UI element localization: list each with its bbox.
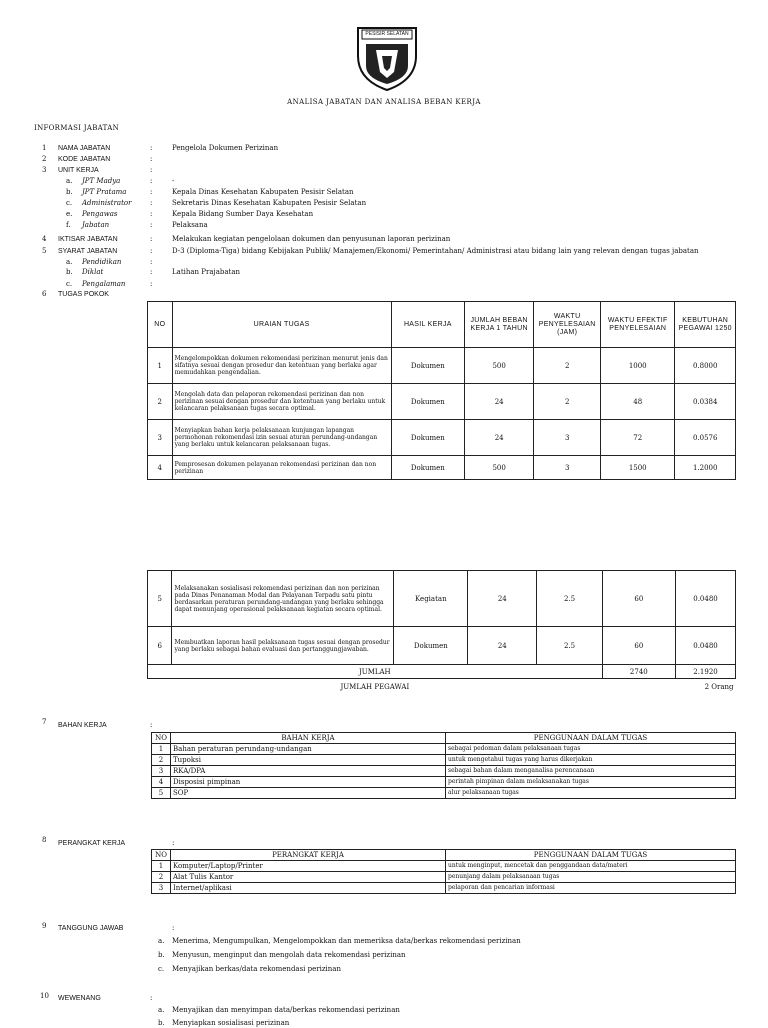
info-label: NAMA JABATAN bbox=[58, 145, 111, 152]
col-no: NO bbox=[148, 302, 173, 348]
info-label: TUGAS POKOK bbox=[58, 291, 109, 298]
info-colon: : bbox=[150, 210, 153, 218]
perangkat-col-use: PENGGUNAAN DALAM TUGAS bbox=[446, 850, 736, 861]
row-use: pelaporan dan pencarian informasi bbox=[446, 883, 736, 894]
col-kebutuhan: KEBUTUHAN PEGAWAI 1250 bbox=[675, 302, 736, 348]
task-waktu: 2 bbox=[534, 348, 601, 384]
task-no: 4 bbox=[148, 456, 173, 480]
task-uraian: Mengelompokkan dokumen rekomendasi perizinan menurut jenis dan sifatnya sesuai dengan prosedur dan ketentuan yang berlaku agar memudahkan pengendalian. bbox=[172, 348, 391, 384]
row-use: alur pelaksanaan tugas bbox=[446, 788, 736, 799]
list-letter: b. bbox=[158, 951, 165, 959]
info-label: UNIT KERJA bbox=[58, 167, 99, 174]
row-item: Alat Tulis Kantor bbox=[171, 872, 446, 883]
task-jumlah: 24 bbox=[468, 571, 537, 627]
list-letter: c. bbox=[158, 965, 165, 973]
info-colon: : bbox=[150, 144, 153, 152]
bahan-col-use: PENGGUNAAN DALAM TUGAS bbox=[446, 733, 736, 744]
task-no: 1 bbox=[148, 348, 173, 384]
info-colon: : bbox=[150, 155, 153, 163]
bahan-kerja-num: 7 bbox=[42, 718, 47, 726]
task-hasil: Dokumen bbox=[394, 627, 468, 665]
row-no: 1 bbox=[152, 744, 171, 755]
task-kebutuhan: 0.0384 bbox=[675, 384, 736, 420]
tugas-pokok-table bbox=[147, 301, 736, 480]
info-num: c. bbox=[66, 199, 73, 207]
table-row bbox=[152, 777, 736, 788]
task-kebutuhan: 0.8000 bbox=[675, 348, 736, 384]
row-use: sebagai pedoman dalam pelaksanaan tugas bbox=[446, 744, 736, 755]
tugas-table-body bbox=[148, 348, 736, 480]
col-efektif: WAKTU EFEKTIF PENYELESAIAN bbox=[601, 302, 675, 348]
perangkat-kerja-label: PERANGKAT KERJA bbox=[58, 840, 126, 847]
perangkat-col-no: NO bbox=[152, 850, 171, 861]
info-num: b. bbox=[66, 188, 73, 196]
logo-banner-text: PESISIR SELATAN bbox=[365, 31, 409, 37]
info-value: - bbox=[172, 177, 175, 185]
info-colon: : bbox=[150, 177, 153, 185]
info-label: Administrator bbox=[82, 199, 132, 207]
list-item: Menerima, Mengumpulkan, Mengelompokkan dan memeriksa data/berkas rekomendasi perizinan bbox=[172, 937, 521, 945]
task-hasil: Dokumen bbox=[391, 384, 464, 420]
task-hasil: Dokumen bbox=[391, 348, 464, 384]
col-uraian: URAIAN TUGAS bbox=[172, 302, 391, 348]
row-no: 3 bbox=[152, 883, 171, 894]
row-no: 5 bbox=[152, 788, 171, 799]
task-jumlah: 500 bbox=[465, 456, 534, 480]
info-label: Diklat bbox=[82, 268, 104, 276]
col-jumlah: JUMLAH BEBAN KERJA 1 TAHUN bbox=[465, 302, 534, 348]
task-kebutuhan: 0.0480 bbox=[675, 571, 735, 627]
info-num: 6 bbox=[42, 290, 47, 298]
bahan-kerja-table bbox=[151, 732, 736, 799]
row-item: SOP bbox=[171, 788, 446, 799]
logo bbox=[352, 22, 422, 92]
info-value: Pengelola Dokumen Perizinan bbox=[172, 144, 279, 152]
row-item: Internet/aplikasi bbox=[171, 883, 446, 894]
list-letter: b. bbox=[158, 1019, 165, 1027]
info-label: Jabatan bbox=[82, 221, 110, 229]
task-kebutuhan: 0.0576 bbox=[675, 420, 736, 456]
table-row bbox=[152, 788, 736, 799]
task-jumlah: 500 bbox=[465, 348, 534, 384]
task-kebutuhan: 0.0480 bbox=[675, 627, 735, 665]
table-row bbox=[148, 627, 736, 665]
row-no: 3 bbox=[152, 766, 171, 777]
info-colon: : bbox=[150, 258, 153, 266]
info-value: Kepala Bidang Sumber Daya Kesehatan bbox=[172, 210, 314, 218]
info-label: JPT Madya bbox=[82, 177, 121, 185]
task-waktu: 2 bbox=[534, 384, 601, 420]
info-num: 4 bbox=[42, 235, 47, 243]
row-use: untuk mengetahui tugas yang harus dikerjakan bbox=[446, 755, 736, 766]
row-item: Disposisi pimpinan bbox=[171, 777, 446, 788]
info-value: Latihan Prajabatan bbox=[172, 268, 241, 276]
task-waktu: 2.5 bbox=[537, 571, 602, 627]
info-colon: : bbox=[150, 280, 153, 288]
task-uraian: Menyiapkan bahan kerja pelaksanaan kunjungan lapangan permohonan rekomendasi izin sesuai aturan perundang-undangan yang berlaku untuk kelancaran pelaksanaan tugas. bbox=[172, 420, 391, 456]
task-efektif: 60 bbox=[602, 571, 675, 627]
row-no: 1 bbox=[152, 861, 171, 872]
table-row bbox=[152, 883, 736, 894]
table-row bbox=[148, 420, 736, 456]
jumlah-pegawai-label: JUMLAH PEGAWAI bbox=[340, 682, 410, 691]
section-heading: INFORMASI JABATAN bbox=[34, 124, 120, 132]
table-row bbox=[152, 861, 736, 872]
info-value: D-3 (Diploma-Tiga) bidang Kebijakan Publik/ Manajemen/Ekonomi/ Pemerintahan/ Administrasi atau bidang lain yang relevan dengan tugas jabatan bbox=[172, 247, 699, 255]
task-kebutuhan: 1.2000 bbox=[675, 456, 736, 480]
list-letter: a. bbox=[158, 1006, 165, 1014]
wewenang-colon: : bbox=[150, 994, 153, 1002]
task-no: 6 bbox=[148, 627, 172, 665]
task-hasil: Dokumen bbox=[391, 420, 464, 456]
table-row bbox=[152, 872, 736, 883]
row-no: 2 bbox=[152, 872, 171, 883]
task-efektif: 72 bbox=[601, 420, 675, 456]
jumlah-pegawai-value: 2 Orang bbox=[704, 682, 734, 691]
task-no: 5 bbox=[148, 571, 172, 627]
task-no: 2 bbox=[148, 384, 173, 420]
info-num: 2 bbox=[42, 155, 47, 163]
info-colon: : bbox=[150, 247, 153, 255]
info-num: e. bbox=[66, 210, 73, 218]
task-uraian: Melaksanakan sosialisasi rekomendasi perizinan dan non perizinan pada Dinas Penanaman Modal dan Pelayanan Terpadu satu pintu berdasarkan peraturan perundang-undangan yang berlaku sehingga dapat menunjang operasional pelaksanaan kegiatan secara optimal. bbox=[172, 571, 394, 627]
task-efektif: 48 bbox=[601, 384, 675, 420]
document-title: ANALISA JABATAN DAN ANALISA BEBAN KERJA bbox=[287, 98, 481, 106]
info-value: Pelaksana bbox=[172, 221, 208, 229]
info-num: c. bbox=[66, 280, 73, 288]
bahan-kerja-body bbox=[152, 744, 736, 799]
perangkat-kerja-table bbox=[151, 849, 736, 894]
task-efektif: 1000 bbox=[601, 348, 675, 384]
info-label: Pengawas bbox=[82, 210, 118, 218]
tanggung-jawab-colon: : bbox=[172, 924, 175, 932]
info-colon: : bbox=[150, 166, 153, 174]
tugas-table-body-cont bbox=[148, 571, 736, 665]
info-value: Kepala Dinas Kesehatan Kabupaten Pesisir Selatan bbox=[172, 188, 354, 196]
info-colon: : bbox=[150, 188, 153, 196]
task-jumlah: 24 bbox=[468, 627, 537, 665]
task-waktu: 2.5 bbox=[537, 627, 602, 665]
info-value: Sekretaris Dinas Kesehatan Kabupaten Pesisir Selatan bbox=[172, 199, 367, 207]
task-waktu: 3 bbox=[534, 420, 601, 456]
row-use: sebagai bahan dalam menganalisa perencanaan bbox=[446, 766, 736, 777]
list-item: Menyajikan dan menyimpan data/berkas rekomendasi perizinan bbox=[172, 1006, 400, 1014]
table-row bbox=[148, 384, 736, 420]
bahan-col-item: BAHAN KERJA bbox=[171, 733, 446, 744]
info-label: SYARAT JABATAN bbox=[58, 248, 118, 255]
task-no: 3 bbox=[148, 420, 173, 456]
list-letter: a. bbox=[158, 937, 165, 945]
info-label: Pendidikan bbox=[82, 258, 122, 266]
table-row bbox=[148, 571, 736, 627]
row-item: Tupoksi bbox=[171, 755, 446, 766]
info-colon: : bbox=[150, 235, 153, 243]
table-row bbox=[152, 744, 736, 755]
info-num: 3 bbox=[42, 166, 47, 174]
list-item: Menyiapkan sosialisasi perizinan bbox=[172, 1019, 290, 1027]
perangkat-kerja-num: 8 bbox=[42, 836, 47, 844]
info-colon: : bbox=[150, 221, 153, 229]
info-num: a. bbox=[66, 258, 73, 266]
wewenang-num: 10 bbox=[40, 992, 49, 1000]
task-jumlah: 24 bbox=[465, 384, 534, 420]
list-item: Menyajikan berkas/data rekomendasi perizinan bbox=[172, 965, 341, 973]
tugas-pokok-table-cont bbox=[147, 570, 736, 695]
info-colon: : bbox=[150, 199, 153, 207]
task-uraian: Membuatkan laporan hasil pelaksanaan tugas sesuai dengan prosedur yang berlaku sebagai bahan evaluasi dan pertanggungjawaban. bbox=[172, 627, 394, 665]
perangkat-col-item: PERANGKAT KERJA bbox=[171, 850, 446, 861]
table-row bbox=[152, 766, 736, 777]
task-efektif: 60 bbox=[602, 627, 675, 665]
row-item: RKA/DPA bbox=[171, 766, 446, 777]
task-efektif: 1500 bbox=[601, 456, 675, 480]
info-num: 1 bbox=[42, 144, 47, 152]
list-item: Menyusun, menginput dan mengolah data rekomendasi perizinan bbox=[172, 951, 406, 959]
row-item: Bahan peraturan perundang-undangan bbox=[171, 744, 446, 755]
info-num: f. bbox=[66, 221, 71, 229]
table-row bbox=[148, 456, 736, 480]
task-uraian: Pemprosesan dokumen pelayanan rekomendasi perizinan dan non perizinan bbox=[172, 456, 391, 480]
bahan-kerja-colon: : bbox=[150, 721, 153, 729]
info-value: Melakukan kegiatan pengelolaan dokumen dan penyusunan laporan perizinan bbox=[172, 235, 451, 243]
tanggung-jawab-label: TANGGUNG JAWAB bbox=[58, 925, 124, 932]
wewenang-label: WEWENANG bbox=[58, 995, 101, 1002]
bahan-col-no: NO bbox=[152, 733, 171, 744]
col-waktu: WAKTU PENYELESAIAN (JAM) bbox=[534, 302, 601, 348]
col-hasil: HASIL KERJA bbox=[391, 302, 464, 348]
info-num: 5 bbox=[42, 247, 47, 255]
task-waktu: 3 bbox=[534, 456, 601, 480]
task-uraian: Mengolah data dan pelaporan rekomendasi perizinan dan non perizinan sesuai dengan prosedur dan ketentuan yang berlaku untuk kelancaran pelaksanaan tugas secara optimal. bbox=[172, 384, 391, 420]
table-row bbox=[148, 348, 736, 384]
row-use: untuk menginput, mencetak dan penggandaan data/materi bbox=[446, 861, 736, 872]
jumlah-kebutuhan: 2.1920 bbox=[675, 665, 735, 679]
task-jumlah: 24 bbox=[465, 420, 534, 456]
info-label: IKTISAR JABATAN bbox=[58, 236, 118, 243]
jumlah-efektif: 2740 bbox=[602, 665, 675, 679]
task-hasil: Kegiatan bbox=[394, 571, 468, 627]
perangkat-kerja-body bbox=[152, 861, 736, 894]
tanggung-jawab-num: 9 bbox=[42, 922, 47, 930]
info-label: KODE JABATAN bbox=[58, 156, 111, 163]
task-hasil: Dokumen bbox=[391, 456, 464, 480]
row-no: 2 bbox=[152, 755, 171, 766]
bahan-kerja-label: BAHAN KERJA bbox=[58, 722, 107, 729]
row-item: Komputer/Laptop/Printer bbox=[171, 861, 446, 872]
row-use: penunjang dalam pelaksanaan tugas bbox=[446, 872, 736, 883]
row-no: 4 bbox=[152, 777, 171, 788]
info-colon: : bbox=[150, 268, 153, 276]
info-num: b. bbox=[66, 268, 73, 276]
info-num: a. bbox=[66, 177, 73, 185]
info-label: Pengalaman bbox=[82, 280, 126, 288]
table-row bbox=[152, 755, 736, 766]
row-use: perintah pimpinan dalam melaksanakan tugas bbox=[446, 777, 736, 788]
perangkat-kerja-colon: : bbox=[172, 839, 175, 847]
info-label: JPT Pratama bbox=[82, 188, 127, 196]
jumlah-label: JUMLAH bbox=[148, 665, 603, 679]
